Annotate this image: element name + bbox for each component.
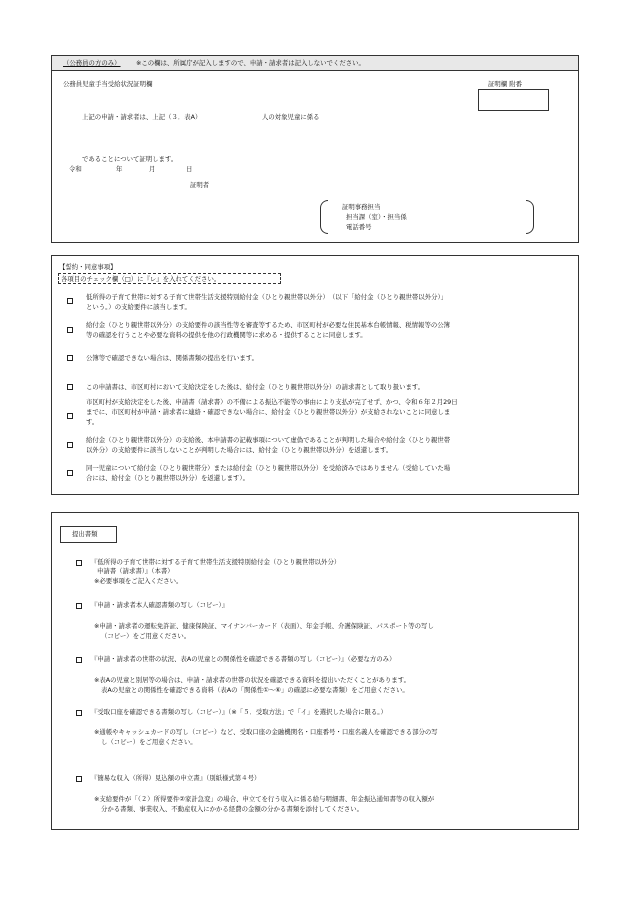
doc-item-2-title: 『申請・請求者本人確認書類の写し（コピー）』 (91, 601, 229, 609)
pledge-checkbox-3[interactable] (67, 355, 73, 361)
doc-item-3-note1: ※表Aの児童と別居等の場合は、申請・請求者の世帯の状況を確認できる資料を提出いただくことがあります。 (94, 676, 410, 684)
doc-checkbox-2[interactable] (76, 603, 82, 609)
pledge-checkbox-2[interactable] (67, 327, 73, 333)
doc-item-4-note2: し（コピー）をご用意ください。 (101, 738, 197, 746)
doc-item-1-note1: ※必要事項をご記入ください。 (94, 577, 183, 585)
pledge-item-6-line1: 給付金（ひとり親世帯以外分）の支給後、本申請書の記載事項について虚偽であることが判明した場合や給付金（ひとり親世帯 (86, 436, 451, 444)
pledge-checkbox-1[interactable] (67, 298, 73, 304)
pledge-box (51, 255, 579, 495)
date-era: 令和 (69, 165, 82, 173)
doc-checkbox-3[interactable] (76, 657, 82, 663)
doc-item-2-note2: （コピー）をご用意ください。 (101, 632, 191, 640)
pledge-item-1-line2: という。）の支給要件に該当します。 (86, 303, 191, 311)
doc-item-3-title: 『申請・請求者の世帯の状況、表Aの児童との関係性を確認できる書類の写し（コピー）』（必要な方のみ） (91, 655, 396, 663)
pledge-checkbox-4[interactable] (67, 384, 73, 390)
pledge-item-5-line2: までに、市区町村が申請・請求者に連絡・確認できない場合に、給付金（ひとり親世帯以外分）が支給されないことに同意しま (86, 408, 451, 416)
pledge-checkbox-7[interactable] (67, 470, 73, 476)
cert-line2: であることについて証明します。 (82, 155, 178, 163)
pledge-item-5-line3: す。 (86, 418, 99, 426)
doc-item-5-note1: ※支給要件が「（２）所得要件②家計急変」の場合、申立てを行う収入に係る給与明細書、年金振込通知書等の収入額が (94, 795, 435, 803)
cert-title: 公務員児童手当受給状況証明欄 (63, 80, 153, 88)
doc-item-4-note1: ※通帳やキャッシュカードの写し（コピー）など、受取口座の金融機関名・口座番号・口座名義人を確認できる部分の写 (94, 728, 438, 736)
documents-title: 提出書類 (72, 530, 98, 538)
pledge-checkbox-5[interactable] (67, 413, 73, 419)
pledge-item-7-line1: 同一児童について給付金（ひとり親世帯分）または給付金（ひとり親世帯以外分）を受給済みではありません（受給していた場 (86, 464, 451, 472)
cert-line1-a: 上記の申請・請求者は、上記（３．表A） (82, 113, 202, 121)
doc-checkbox-4[interactable] (76, 710, 82, 716)
pledge-instruction: 各項目のチェック欄（□）に『レ』を入れてください。 (61, 275, 221, 283)
date-month: 月 (149, 165, 156, 173)
pledge-title: 【誓約・同意事項】 (59, 263, 117, 271)
pledge-item-3-line1: 公簿等で確認できない場合は、関係書類の提出を行います。 (86, 354, 259, 362)
office-line1: 証明事務担当 (342, 203, 381, 211)
pledge-item-4-line1: この申請書は、市区町村において支給決定をした後は、給付金（ひとり親世帯以外分）の請求書として取り扱います。 (86, 383, 425, 391)
doc-item-1-title: 『低所得の子育て世帯に対する子育て世帯生活支援特別給付金（ひとり親世帯以外分） (91, 558, 341, 566)
doc-item-1-sub: 申請書（請求書）』（本書） (97, 567, 174, 575)
office-line2: 担当課（室）・担当係 (346, 213, 407, 221)
cert-header-text: ※この欄は、所属庁が記入しますので、申請・請求者は記入しないでください。 (136, 59, 365, 67)
stamp-label: 証明欄 附番 (488, 80, 522, 88)
date-day: 日 (186, 165, 193, 173)
doc-checkbox-1[interactable] (76, 560, 82, 566)
office-bracket-left (320, 200, 328, 234)
cert-header-note: （公務員の方のみ） (63, 59, 121, 67)
certifier-label: 証明者 (190, 181, 210, 189)
doc-item-3-note2: 表Aの児童との関係性を確認できる資料（表Aの「関係性①～⑥」の確認に必要な書類）をご用意ください。 (101, 686, 409, 694)
pledge-item-7-line2: 合には、給付金（ひとり親世帯以外分）を返還します）。 (86, 474, 249, 482)
date-year: 年 (116, 165, 123, 173)
pledge-checkbox-6[interactable] (67, 442, 73, 448)
pledge-item-6-line2: 以外分）の支給要件に該当しないことが判明した場合には、給付金（ひとり親世帯以外分）を返還します。 (86, 446, 393, 454)
doc-item-5-title: 『簡易な収入（所得）見込額の申立書』（別紙様式第４号） (91, 774, 261, 782)
doc-item-5-note2: 分かる書類、事業収入、不動産収入にかかる経費の金額の分かる書類を添付してください。 (101, 805, 364, 813)
doc-item-2-note1: ※申請・請求者の運転免許証、健康保険証、マイナンバーカード（表面）、年金手帳、介護保険証、パスポート等の写し (94, 622, 434, 630)
office-line3: 電話番号 (346, 223, 372, 231)
pledge-item-5-line1: 市区町村が支給決定をした後、申請書（請求書）の不備による振込不能等の事由により支払が完了せず、かつ、令和６年２月29日 (86, 398, 458, 406)
pledge-item-2-line1: 給付金（ひとり親世帯以外分）の支給要件の該当性等を審査等するため、市区町村が必要な住民基本台帳情報、税情報等の公簿 (86, 321, 451, 329)
pledge-item-2-line2: 等の確認を行うことや必要な資料の提供を他の行政機関等に求める・提供することに同意します。 (86, 331, 367, 339)
stamp-number-field[interactable] (478, 89, 549, 111)
doc-item-4-title: 『受取口座を確認できる書類の写し（コピー）』（※「５．受取方法」で「イ」を選択した場合に限る。） (91, 708, 387, 716)
office-bracket-right (526, 200, 534, 234)
doc-checkbox-5[interactable] (76, 776, 82, 782)
cert-line1-b: 人の対象児童に係る (262, 113, 320, 121)
pledge-item-1-line1: 低所得の子育て世帯に対する子育て世帯生活支援特別給付金（ひとり親世帯以外分） （以下「給付金（ひとり親世帯以外分）」 (86, 293, 448, 301)
